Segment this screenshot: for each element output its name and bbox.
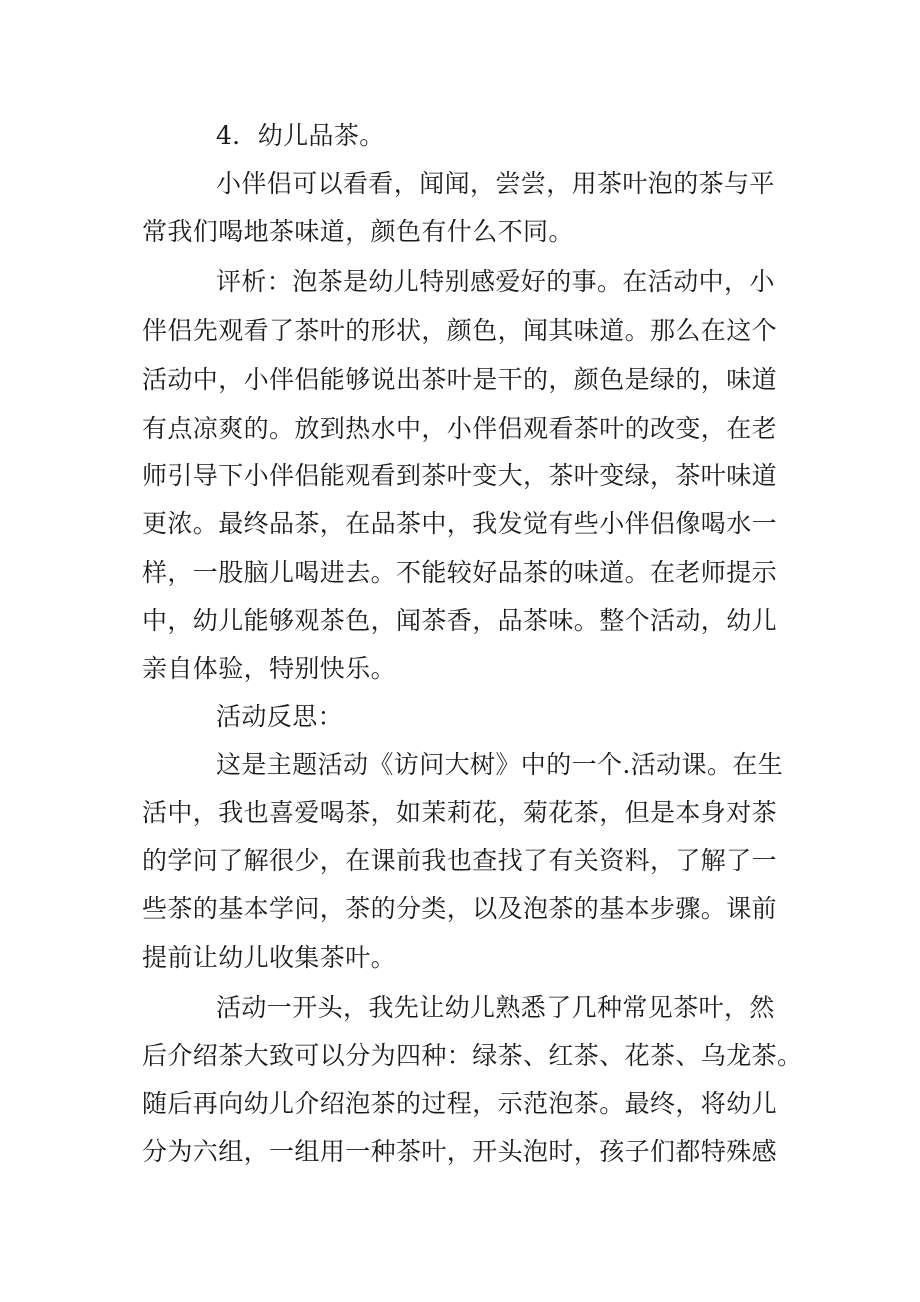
paragraph-line: 后介绍茶大致可以分为四种：绿茶、红茶、花茶、乌龙茶。: [142, 1041, 803, 1070]
paragraph-line: 伴侣先观看了茶叶的形状，颜色，闻其味道。那么在这个: [142, 316, 778, 345]
paragraph-line: 提前让幼儿收集茶叶。: [142, 943, 397, 972]
paragraph-line: 评析：泡茶是幼儿特别感爱好的事。在活动中，小: [216, 267, 775, 296]
paragraph-line: 这是主题活动《访问大树》中的一个.活动课。在生: [216, 750, 784, 779]
paragraph-line: 师引导下小伴侣能观看到茶叶变大，茶叶变绿，茶叶味道: [142, 461, 778, 490]
paragraph-line: 些茶的基本学问，茶的分类，以及泡茶的基本步骤。课前: [142, 894, 778, 923]
paragraph-line: 亲自体验，特别快乐。: [142, 654, 397, 683]
paragraph-line: 活动中，小伴侣能够说出茶叶是干的，颜色是绿的，味道: [142, 365, 778, 394]
paragraph-line: 常我们喝地茶味道，颜色有什么不同。: [142, 217, 574, 246]
paragraph-line: 的学问了解很少，在课前我也查找了有关资料，了解了一: [142, 846, 778, 875]
paragraph-line: 有点凉爽的。放到热水中，小伴侣观看茶叶的改变，在老: [142, 414, 778, 443]
paragraph-line: 分为六组，一组用一种茶叶，开头泡时，孩子们都特殊感: [142, 1137, 778, 1166]
step-heading: 4．幼儿品茶。: [216, 121, 385, 150]
paragraph-line: 小伴侣可以看看，闻闻，尝尝，用茶叶泡的茶与平: [216, 169, 775, 198]
section-heading: 活动反思：: [216, 702, 344, 731]
paragraph-line: 更浓。最终品茶，在品茶中，我发觉有些小伴侣像喝水一: [142, 509, 778, 538]
paragraph-line: 活动一开头，我先让幼儿熟悉了几种常见茶叶，然: [216, 993, 775, 1022]
paragraph-line: 中，幼儿能够观茶色，闻茶香，品茶味。整个活动，幼儿: [142, 606, 778, 635]
paragraph-line: 样，一股脑儿喝进去。不能较好品茶的味道。在老师提示: [142, 558, 778, 587]
paragraph-line: 随后再向幼儿介绍泡茶的过程，示范泡茶。最终，将幼儿: [142, 1089, 778, 1118]
paragraph-line: 活中，我也喜爱喝茶，如茉莉花，菊花茶，但是本身对茶: [142, 798, 778, 827]
